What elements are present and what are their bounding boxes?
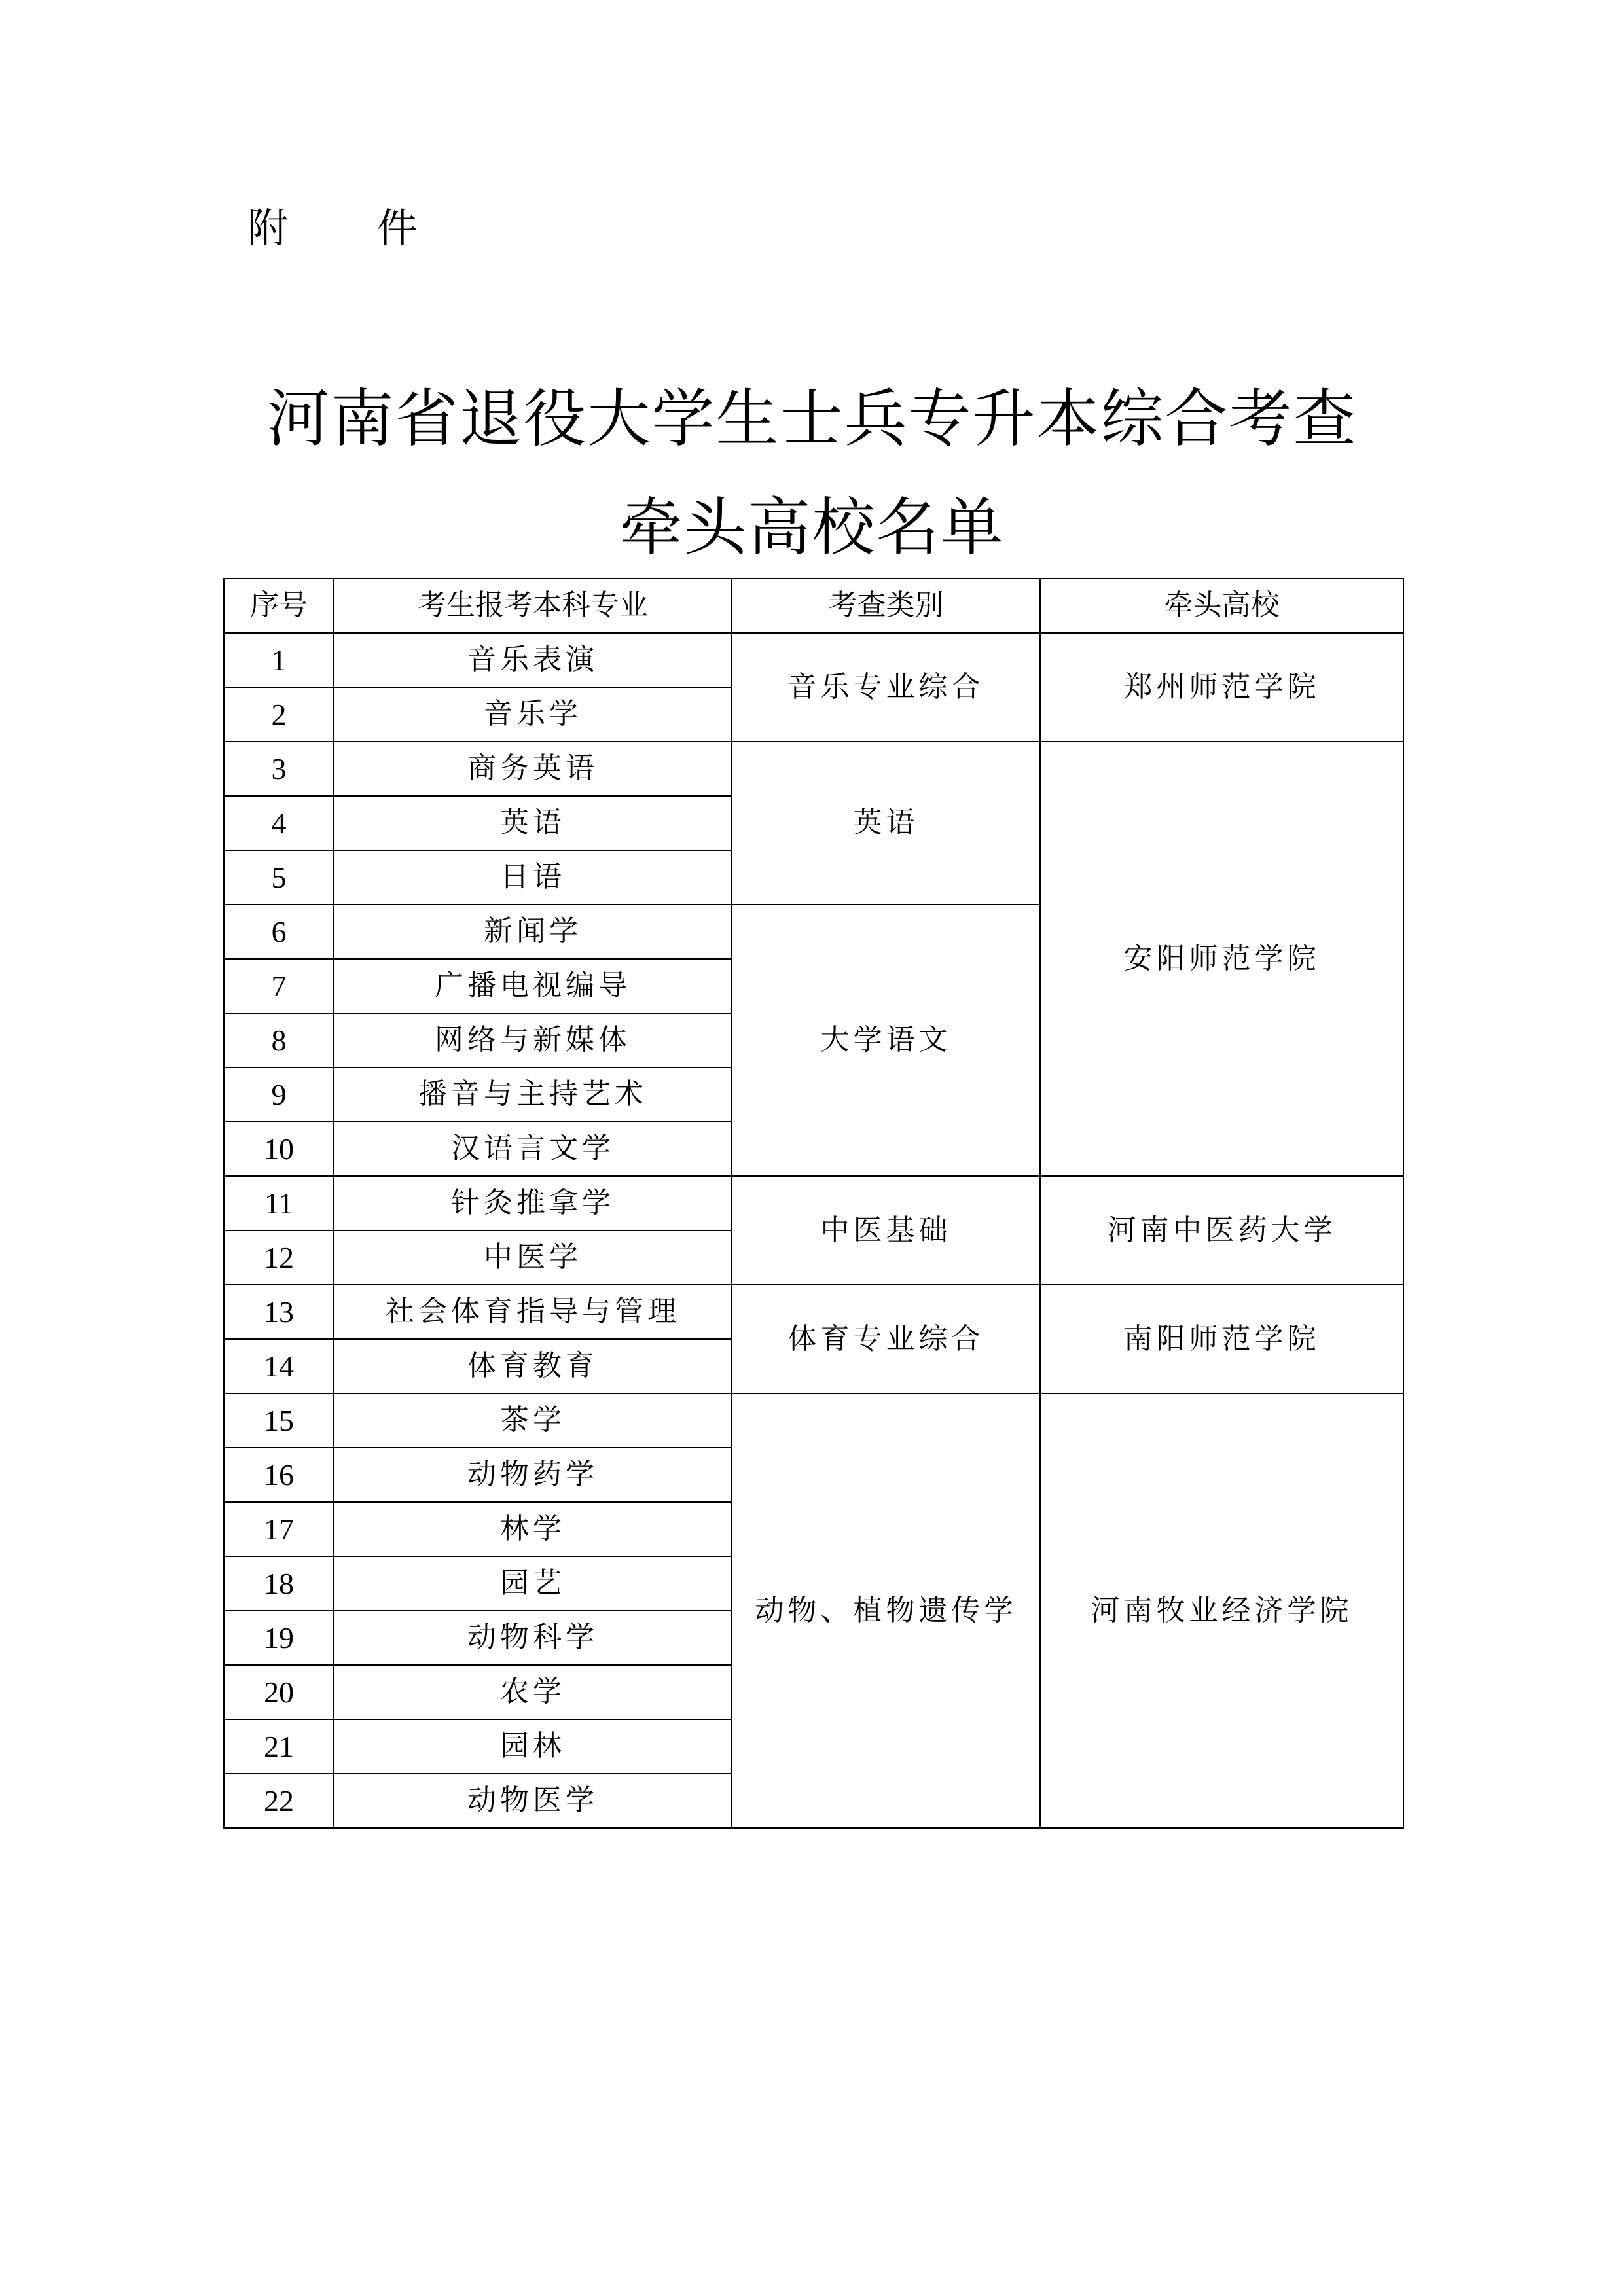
cell-seq: 1 (224, 633, 334, 687)
cell-category: 中医基础 (732, 1176, 1040, 1285)
header-school: 牵头高校 (1040, 579, 1403, 633)
table-body (224, 633, 1403, 1828)
header-seq: 序号 (224, 579, 334, 633)
header-major: 考生报考本科专业 (334, 579, 732, 633)
table-row (224, 1176, 1403, 1230)
cell-major: 体育教育 (334, 1339, 732, 1393)
cell-seq: 20 (224, 1665, 334, 1719)
cell-seq: 17 (224, 1502, 334, 1556)
cell-lead-school: 南阳师范学院 (1040, 1285, 1403, 1393)
header-category: 考查类别 (732, 579, 1040, 633)
cell-seq: 15 (224, 1393, 334, 1448)
cell-lead-school: 郑州师范学院 (1040, 633, 1403, 742)
cell-major: 广播电视编导 (334, 959, 732, 1013)
cell-major: 园林 (334, 1719, 732, 1774)
cell-seq: 10 (224, 1122, 334, 1176)
cell-category: 英语 (732, 742, 1040, 905)
cell-lead-school: 安阳师范学院 (1040, 742, 1403, 1176)
cell-major: 中医学 (334, 1230, 732, 1285)
cell-category: 大学语文 (732, 905, 1040, 1176)
cell-category: 音乐专业综合 (732, 633, 1040, 742)
cell-seq: 12 (224, 1230, 334, 1285)
cell-seq: 22 (224, 1774, 334, 1828)
cell-seq: 13 (224, 1285, 334, 1339)
cell-category: 体育专业综合 (732, 1285, 1040, 1393)
attachment-label: 附 件 (247, 204, 456, 252)
cell-category: 动物、植物遗传学 (732, 1393, 1040, 1828)
cell-lead-school: 河南牧业经济学院 (1040, 1393, 1403, 1828)
table-row (224, 1285, 1403, 1339)
cell-major: 农学 (334, 1665, 732, 1719)
cell-seq: 19 (224, 1611, 334, 1665)
cell-major: 播音与主持艺术 (334, 1067, 732, 1122)
cell-major: 汉语言文学 (334, 1122, 732, 1176)
document-title-line-2: 牵头高校名单 (619, 491, 1005, 564)
cell-seq: 6 (224, 905, 334, 959)
cell-seq: 8 (224, 1013, 334, 1067)
cell-seq: 18 (224, 1556, 334, 1611)
table-header-row (224, 579, 1403, 633)
cell-major: 针灸推拿学 (334, 1176, 732, 1230)
cell-major: 音乐表演 (334, 633, 732, 687)
cell-major: 网络与新媒体 (334, 1013, 732, 1067)
cell-seq: 7 (224, 959, 334, 1013)
cell-major: 林学 (334, 1502, 732, 1556)
cell-lead-school: 河南中医药大学 (1040, 1176, 1403, 1285)
cell-seq: 5 (224, 850, 334, 905)
lead-school-table (223, 578, 1404, 1829)
cell-major: 社会体育指导与管理 (334, 1285, 732, 1339)
cell-seq: 16 (224, 1448, 334, 1502)
cell-major: 动物药学 (334, 1448, 732, 1502)
table-row (224, 742, 1403, 796)
cell-seq: 2 (224, 687, 334, 742)
cell-major: 园艺 (334, 1556, 732, 1611)
document-title-line-1: 河南省退役大学生士兵专升本综合考查 (266, 382, 1358, 456)
cell-major: 英语 (334, 796, 732, 850)
cell-major: 商务英语 (334, 742, 732, 796)
table-row (224, 1393, 1403, 1448)
cell-seq: 14 (224, 1339, 334, 1393)
cell-seq: 3 (224, 742, 334, 796)
cell-major: 茶学 (334, 1393, 732, 1448)
table-row (224, 633, 1403, 687)
cell-seq: 9 (224, 1067, 334, 1122)
cell-major: 日语 (334, 850, 732, 905)
cell-major: 动物科学 (334, 1611, 732, 1665)
cell-seq: 4 (224, 796, 334, 850)
cell-seq: 21 (224, 1719, 334, 1774)
cell-major: 音乐学 (334, 687, 732, 742)
cell-major: 新闻学 (334, 905, 732, 959)
cell-major: 动物医学 (334, 1774, 732, 1828)
cell-seq: 11 (224, 1176, 334, 1230)
